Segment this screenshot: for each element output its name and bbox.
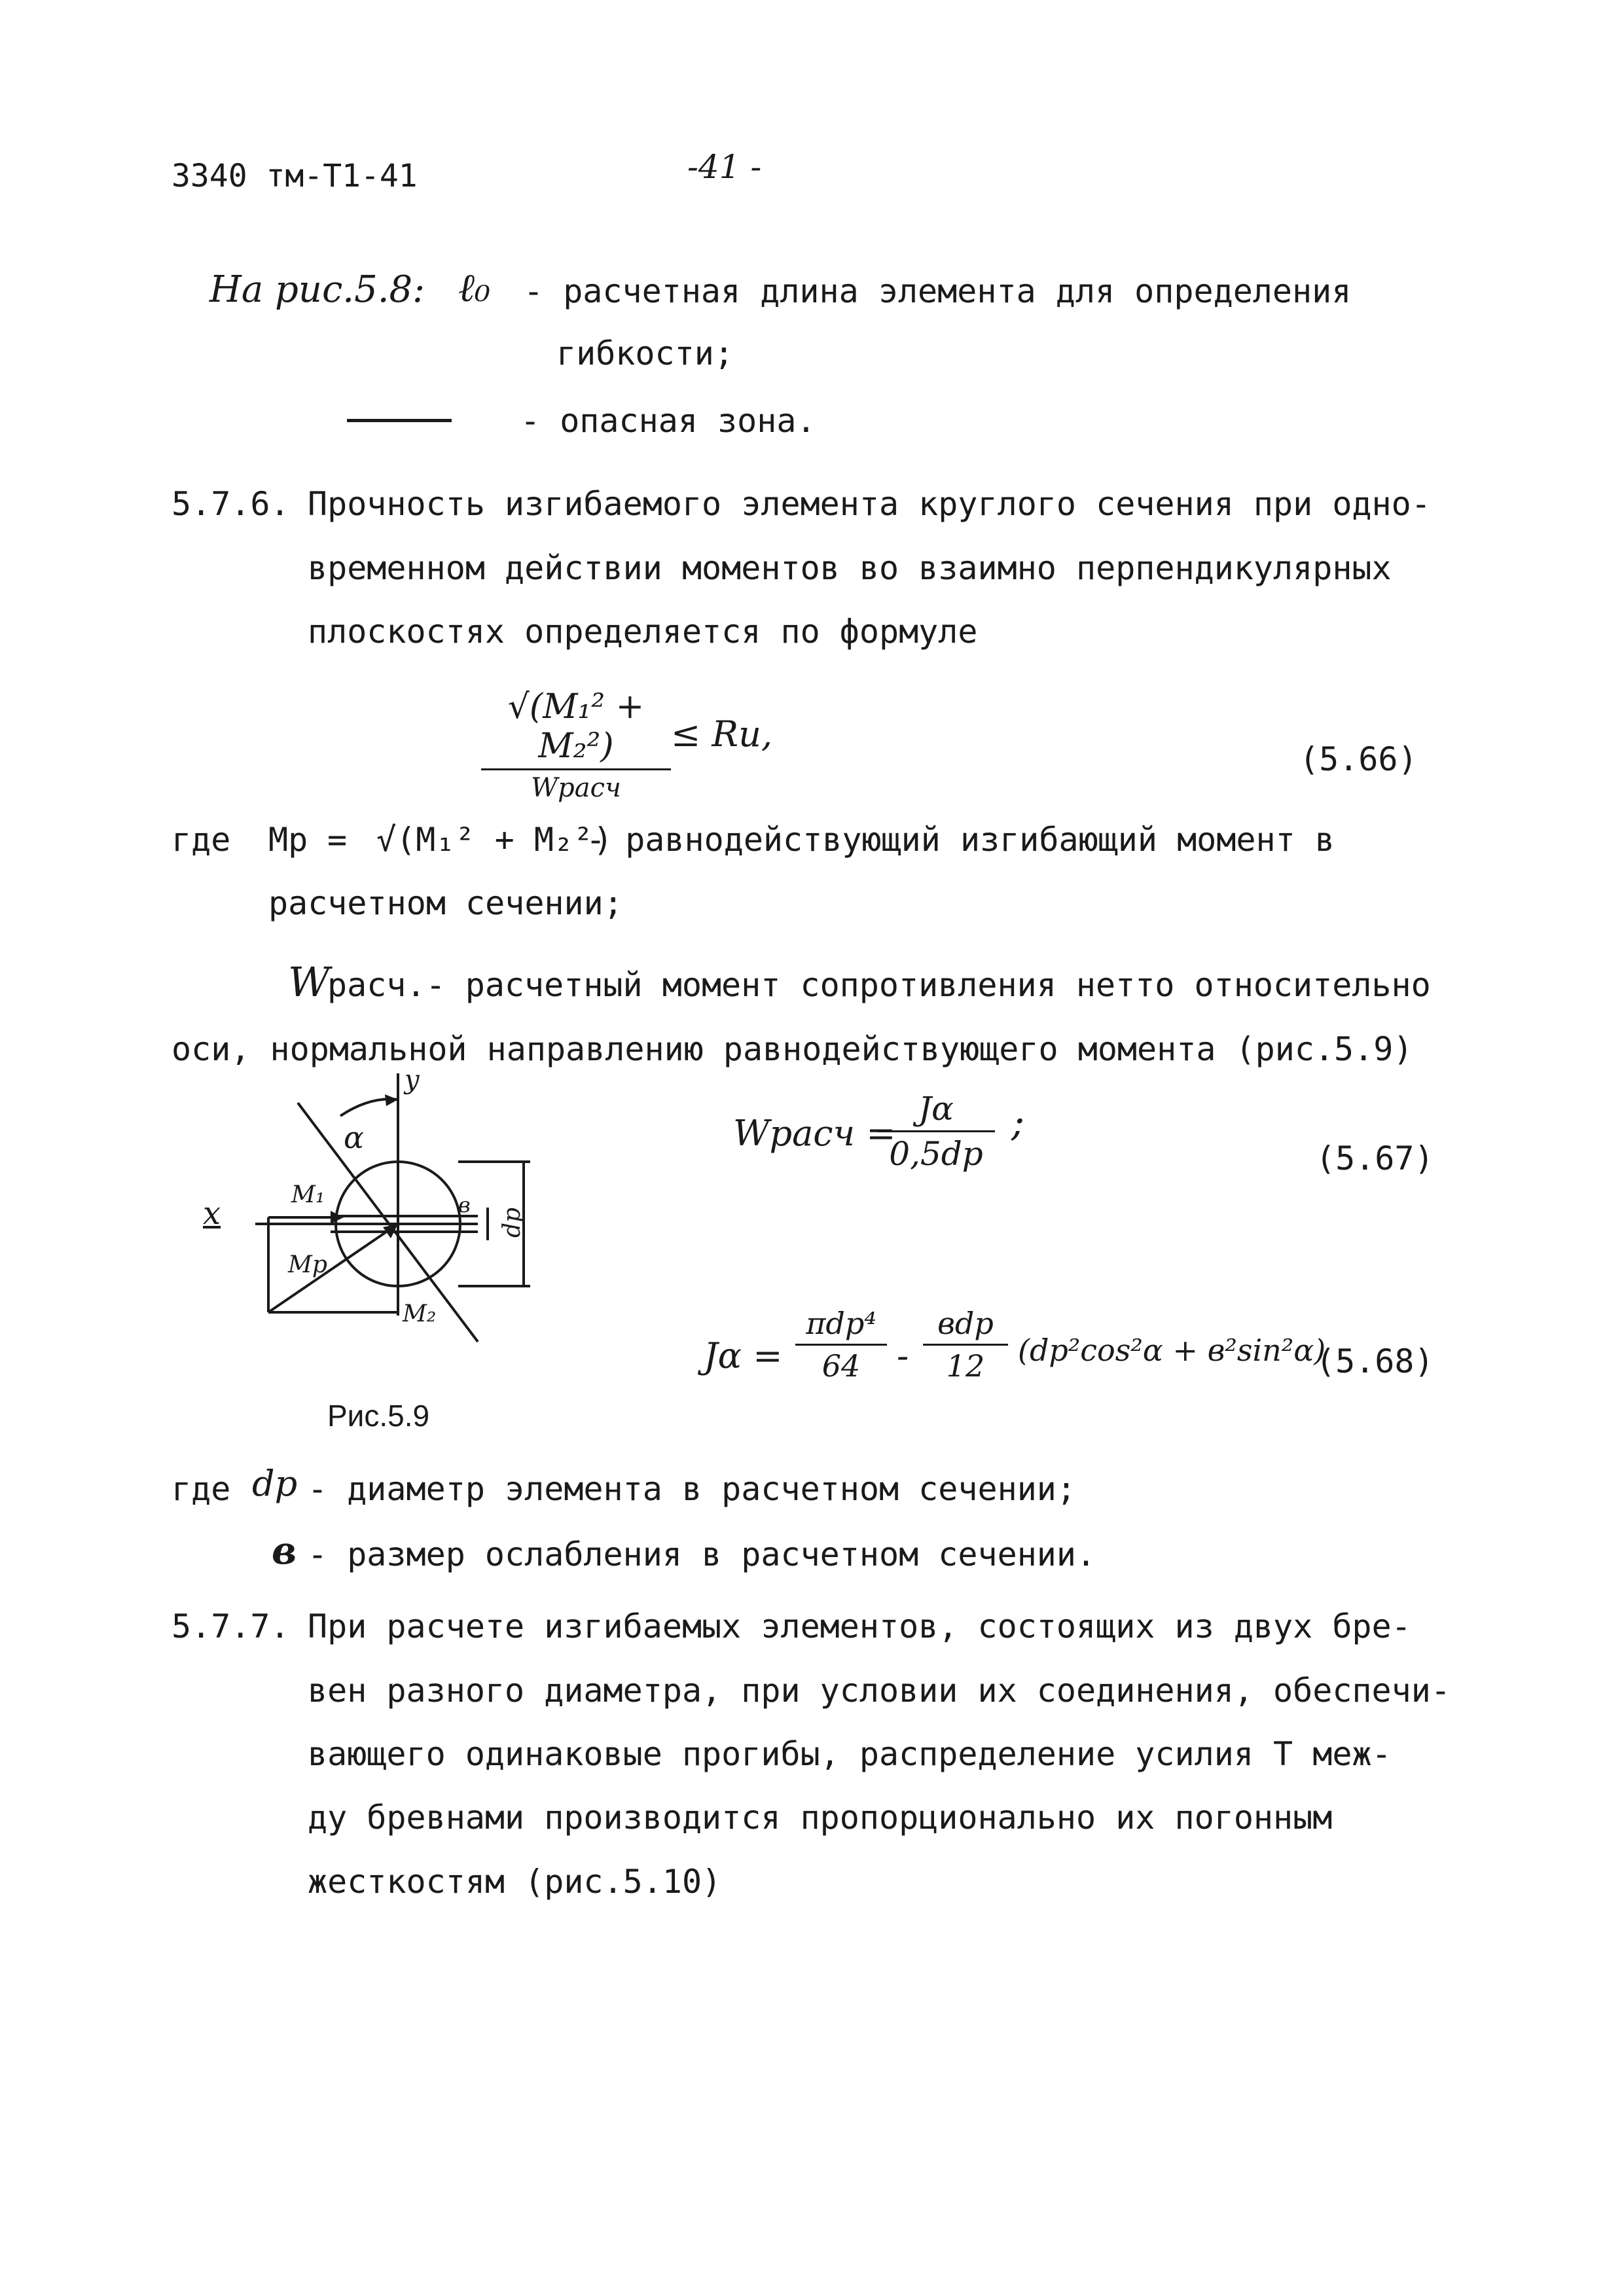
- formula-567-numerator: Jα: [918, 1090, 954, 1128]
- fig-label-mp: Mр: [288, 1251, 327, 1278]
- document-code: 3340 тм-Т1-41: [171, 158, 418, 194]
- para-576-line-3: плоскостях определяется по формуле: [308, 613, 978, 651]
- fig-label-alpha: α: [344, 1120, 365, 1155]
- symbol-l0: ℓ₀: [458, 265, 491, 311]
- fig-label-x: x: [203, 1195, 221, 1232]
- formula-567-denominator: 0,5dр: [889, 1135, 983, 1173]
- formula-567-lhs: Wрасч =: [733, 1113, 896, 1154]
- para-577-line-3: вающего одинаковые прогибы, распределение усилия Т меж-: [308, 1735, 1392, 1773]
- para-576-line-1: Прочность изгибаемого элемента круглого сечения при одно-: [308, 485, 1431, 523]
- para-576-line-2: временном действии моментов во взаимно перпендикулярных: [308, 549, 1392, 587]
- fraction-bar: [877, 1130, 995, 1132]
- para-576-number: 5.7.6.: [171, 485, 290, 523]
- w-symbol: W: [288, 958, 330, 1006]
- where-label-2: где: [171, 1470, 231, 1508]
- formula-568-fraction-1: [795, 1306, 887, 1384]
- para-577-line-1: При расчете изгибаемых элементов, состоящих из двух бре-: [308, 1607, 1411, 1645]
- l0-description: - расчетная длина элемента для определения: [524, 272, 1352, 310]
- fig-label-y: y: [405, 1065, 420, 1095]
- alpha-arrowhead: [385, 1094, 398, 1106]
- mp-symbol: Мр: [268, 821, 308, 859]
- equals-sign: =: [327, 821, 348, 859]
- mp-description: - равнодействующий изгибающий момент в: [586, 821, 1335, 859]
- rotated-axis: [298, 1103, 478, 1342]
- b-description: - размер ослабления в расчетном сечении.: [308, 1535, 1096, 1573]
- formula-567-fraction: [877, 1090, 995, 1173]
- para-577-number: 5.7.7.: [171, 1607, 290, 1645]
- formula-568-frac1-numerator: πdр⁴: [806, 1306, 876, 1341]
- mp-description-cont: расчетном сечении;: [268, 884, 623, 922]
- formula-566-numerator: √(M₁² + M₂²): [507, 687, 645, 766]
- dp-symbol: dр: [252, 1463, 298, 1504]
- fig-label-dp: dр: [499, 1207, 526, 1238]
- formula-568-frac1-denominator: 64: [821, 1348, 861, 1384]
- para-577-line-5: жесткостям (рис.5.10): [308, 1863, 722, 1901]
- formula-568-minus: -: [897, 1335, 909, 1376]
- formula-568-frac2-numerator: вdр: [937, 1306, 994, 1341]
- para-577-line-4: ду бревнами производится пропорционально их погонным: [308, 1799, 1333, 1837]
- formula-566-rhs: ≤ Rи,: [671, 713, 773, 755]
- where-label: где: [171, 821, 231, 859]
- fig-label-m2: M₂: [403, 1300, 437, 1327]
- fig-label-b: в: [458, 1193, 471, 1217]
- w-description-line-1: расч.- расчетный момент сопротивления нетто относительно: [327, 966, 1431, 1004]
- page-number: -41 -: [687, 148, 762, 186]
- w-description-line-2: оси, нормальной направлению равнодействующего момента (рис.5.9): [171, 1030, 1413, 1068]
- l0-description-cont: гибкости;: [556, 334, 734, 372]
- formula-568-fraction-2: [923, 1306, 1008, 1384]
- legend-intro: На рис.5.8:: [209, 268, 425, 311]
- danger-zone-description: - опасная зона.: [520, 402, 816, 440]
- b-symbol: в: [272, 1528, 297, 1573]
- fraction-bar: [795, 1344, 887, 1346]
- formula-566-denominator: Wрасч: [531, 773, 621, 803]
- mp-sqrt-expression: √(М₁² + М₂²): [376, 821, 613, 859]
- fraction-bar: [923, 1344, 1008, 1346]
- formula-567-number: (5.67): [1316, 1139, 1434, 1177]
- formula-568-number: (5.68): [1316, 1342, 1434, 1380]
- formula-568-bracket: (dр²cos²α + в²sin²α): [1018, 1333, 1326, 1368]
- formula-568-lhs: Jα =: [704, 1335, 783, 1376]
- dp-description: - диаметр элемента в расчетном сечении;: [308, 1470, 1076, 1508]
- formula-568-frac2-denominator: 12: [946, 1348, 985, 1384]
- para-577-line-2: вен разного диаметра, при условии их соединения, обеспечи-: [308, 1672, 1451, 1710]
- formula-567-tail: ;: [1011, 1100, 1025, 1145]
- fig-label-m1: M₁: [291, 1181, 325, 1208]
- formula-566-number: (5.66): [1299, 740, 1418, 778]
- figure-caption: Рис.5.9: [327, 1399, 430, 1433]
